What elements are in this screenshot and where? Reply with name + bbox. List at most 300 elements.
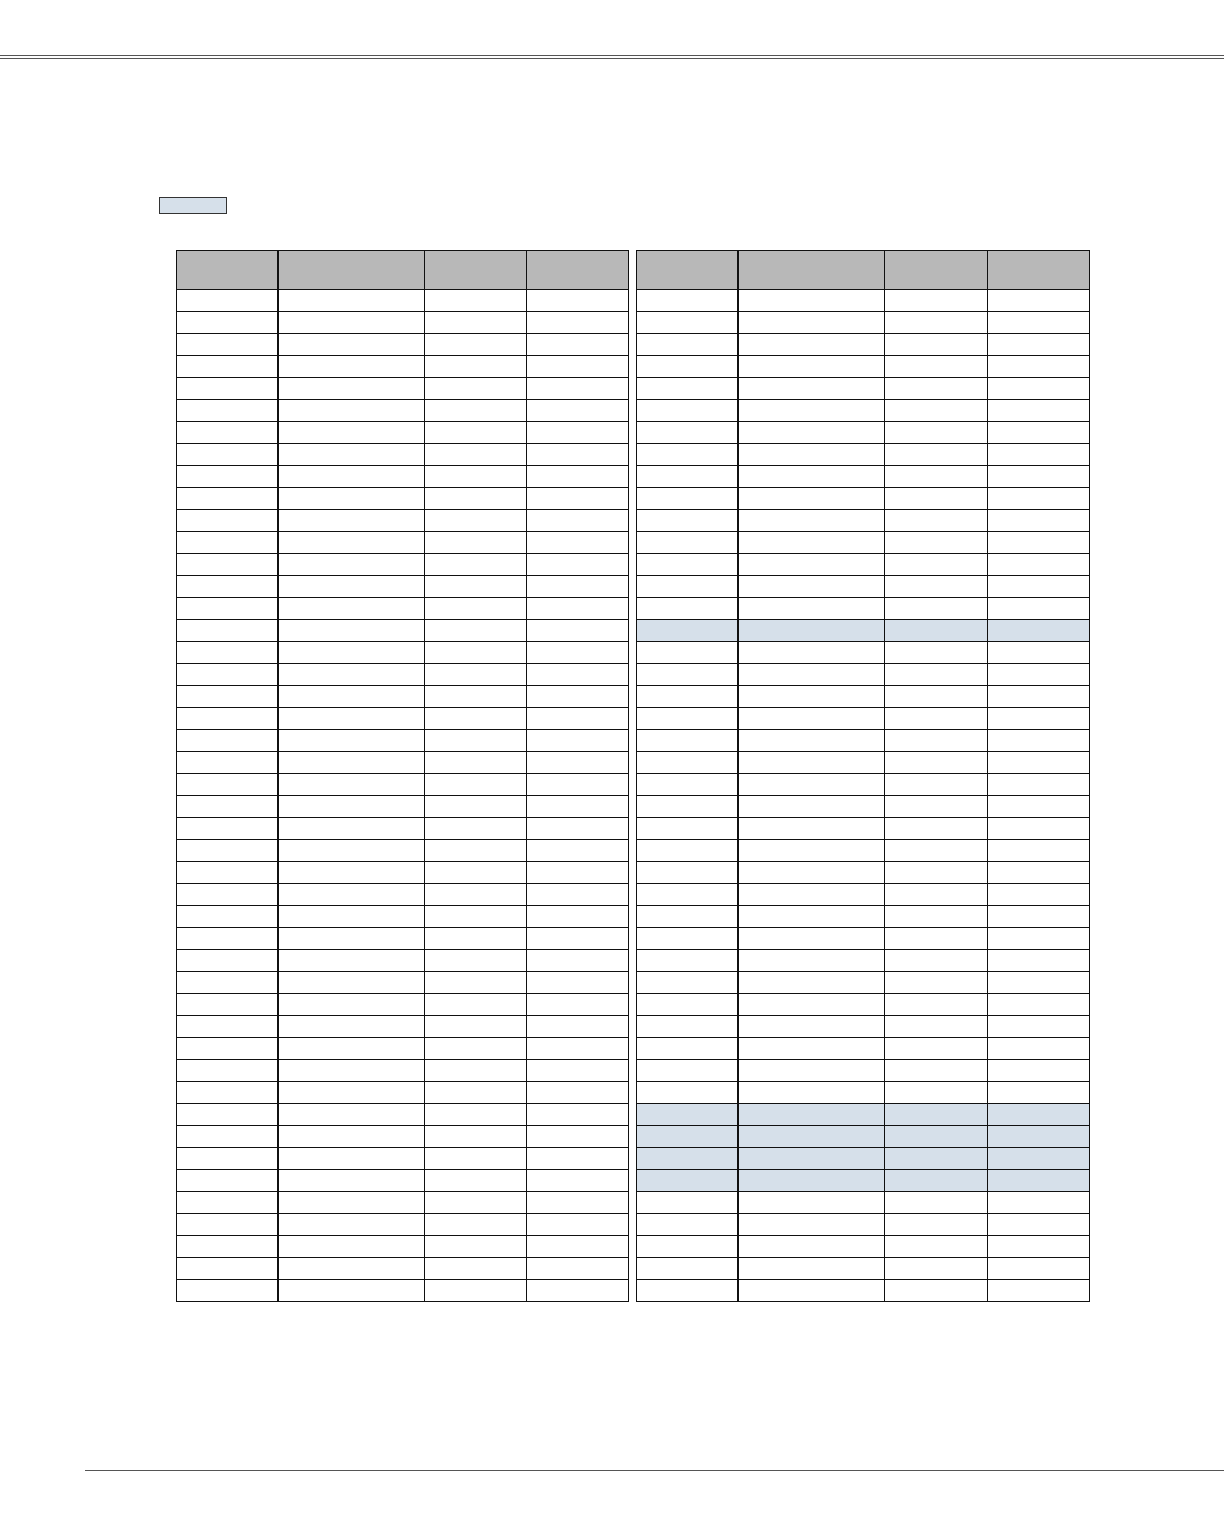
right-table-row bbox=[637, 994, 1090, 1016]
left-table-cell bbox=[278, 598, 425, 620]
right-table-cell bbox=[988, 862, 1090, 884]
right-table-cell bbox=[885, 906, 988, 928]
right-table-cell bbox=[885, 1236, 988, 1258]
left-table-cell bbox=[278, 554, 425, 576]
left-table-cell bbox=[527, 510, 629, 532]
left-table-cell bbox=[177, 1016, 278, 1038]
right-table-cell bbox=[738, 1104, 885, 1126]
left-table-cell bbox=[527, 576, 629, 598]
top-rule bbox=[0, 55, 1224, 56]
right-table-cell bbox=[738, 598, 885, 620]
left-table-row bbox=[177, 642, 629, 664]
right-table-cell bbox=[988, 1192, 1090, 1214]
left-table-row bbox=[177, 488, 629, 510]
left-table-row bbox=[177, 906, 629, 928]
left-table-cell bbox=[425, 906, 527, 928]
right-table-cell bbox=[885, 950, 988, 972]
right-table-cell bbox=[885, 378, 988, 400]
right-table-cell bbox=[637, 862, 738, 884]
left-table-cell bbox=[177, 950, 278, 972]
right-table-row bbox=[637, 1038, 1090, 1060]
left-table-cell bbox=[177, 884, 278, 906]
right-header-cell bbox=[637, 251, 738, 290]
legend-highlight-swatch bbox=[159, 197, 227, 214]
left-table-cell bbox=[278, 1170, 425, 1192]
right-table-cell bbox=[988, 818, 1090, 840]
left-table-cell bbox=[177, 334, 278, 356]
left-table-cell bbox=[177, 620, 278, 642]
right-table-cell bbox=[738, 1016, 885, 1038]
left-table-cell bbox=[527, 400, 629, 422]
right-table-cell bbox=[738, 466, 885, 488]
right-table-cell bbox=[637, 378, 738, 400]
right-table-row bbox=[637, 334, 1090, 356]
right-table-cell bbox=[637, 928, 738, 950]
left-table-cell bbox=[527, 290, 629, 312]
left-table-cell bbox=[278, 774, 425, 796]
left-table-cell bbox=[425, 400, 527, 422]
left-table-cell bbox=[527, 906, 629, 928]
left-table-cell bbox=[527, 950, 629, 972]
left-table-cell bbox=[527, 1038, 629, 1060]
left-header-cell bbox=[177, 251, 278, 290]
left-table-cell bbox=[527, 1126, 629, 1148]
left-table-cell bbox=[278, 840, 425, 862]
left-table-cell bbox=[177, 444, 278, 466]
left-table-cell bbox=[177, 1258, 278, 1280]
right-table-cell bbox=[885, 928, 988, 950]
left-table-cell bbox=[527, 730, 629, 752]
right-table-cell bbox=[988, 752, 1090, 774]
right-table-cell bbox=[738, 686, 885, 708]
right-table-cell bbox=[988, 664, 1090, 686]
left-table-cell bbox=[425, 488, 527, 510]
right-table-cell bbox=[885, 796, 988, 818]
left-table-cell bbox=[527, 796, 629, 818]
left-data-table bbox=[176, 250, 629, 1302]
right-table-cell bbox=[738, 510, 885, 532]
right-header-cell bbox=[738, 251, 885, 290]
right-table-cell bbox=[885, 356, 988, 378]
left-table-cell bbox=[425, 1104, 527, 1126]
left-table-row bbox=[177, 752, 629, 774]
right-table-cell bbox=[988, 1082, 1090, 1104]
left-table-cell bbox=[425, 1236, 527, 1258]
right-table-row bbox=[637, 884, 1090, 906]
right-table-cell bbox=[885, 554, 988, 576]
left-table-cell bbox=[177, 730, 278, 752]
left-table-cell bbox=[278, 422, 425, 444]
right-table-cell bbox=[637, 994, 738, 1016]
right-table-cell bbox=[885, 686, 988, 708]
right-table-cell bbox=[885, 620, 988, 642]
right-table-cell bbox=[885, 444, 988, 466]
right-table-cell bbox=[637, 466, 738, 488]
right-header-cell bbox=[885, 251, 988, 290]
left-table-cell bbox=[425, 532, 527, 554]
left-table-cell bbox=[278, 312, 425, 334]
right-table-cell bbox=[637, 532, 738, 554]
right-table-cell bbox=[885, 422, 988, 444]
right-table-cell bbox=[637, 664, 738, 686]
right-table-row bbox=[637, 972, 1090, 994]
right-table-cell bbox=[885, 840, 988, 862]
right-table-cell bbox=[738, 532, 885, 554]
left-table-row bbox=[177, 466, 629, 488]
right-table-cell bbox=[637, 1104, 738, 1126]
top-rule-secondary bbox=[0, 58, 1224, 59]
left-table-cell bbox=[177, 1104, 278, 1126]
left-table-cell bbox=[425, 950, 527, 972]
left-table-cell bbox=[425, 510, 527, 532]
left-table-row bbox=[177, 1126, 629, 1148]
left-table-row bbox=[177, 884, 629, 906]
left-table-cell bbox=[278, 884, 425, 906]
right-table-cell bbox=[637, 1236, 738, 1258]
left-table-row bbox=[177, 532, 629, 554]
left-table-row bbox=[177, 1280, 629, 1302]
right-table-cell bbox=[738, 1060, 885, 1082]
left-table-row bbox=[177, 290, 629, 312]
left-table-row bbox=[177, 1170, 629, 1192]
right-table-row bbox=[637, 796, 1090, 818]
right-table-header-row bbox=[637, 251, 1090, 290]
left-table-cell bbox=[527, 1016, 629, 1038]
right-table-cell bbox=[988, 466, 1090, 488]
right-table-cell bbox=[885, 752, 988, 774]
left-table-cell bbox=[177, 972, 278, 994]
right-table-cell bbox=[637, 554, 738, 576]
right-table-cell bbox=[885, 1170, 988, 1192]
right-table-cell bbox=[885, 972, 988, 994]
right-table-cell bbox=[637, 312, 738, 334]
right-table-cell bbox=[738, 664, 885, 686]
right-table-row bbox=[637, 422, 1090, 444]
right-table-cell bbox=[738, 818, 885, 840]
left-table-cell bbox=[527, 862, 629, 884]
left-table-cell bbox=[278, 620, 425, 642]
left-table-cell bbox=[177, 598, 278, 620]
left-table-cell bbox=[278, 950, 425, 972]
right-table-row bbox=[637, 356, 1090, 378]
right-table-cell bbox=[637, 290, 738, 312]
left-table-cell bbox=[177, 840, 278, 862]
left-table-cell bbox=[425, 730, 527, 752]
left-table-row bbox=[177, 862, 629, 884]
left-table-cell bbox=[425, 1038, 527, 1060]
right-table-cell bbox=[637, 752, 738, 774]
left-table-cell bbox=[527, 1258, 629, 1280]
right-table-cell bbox=[738, 576, 885, 598]
left-table-cell bbox=[425, 290, 527, 312]
left-table-cell bbox=[425, 862, 527, 884]
left-table-cell bbox=[278, 642, 425, 664]
right-table-cell bbox=[988, 972, 1090, 994]
left-table-row bbox=[177, 1192, 629, 1214]
left-header-cell bbox=[425, 251, 527, 290]
right-table-cell bbox=[885, 334, 988, 356]
right-table-row bbox=[637, 686, 1090, 708]
right-table-cell bbox=[885, 466, 988, 488]
right-table-cell bbox=[738, 1258, 885, 1280]
left-table-row bbox=[177, 664, 629, 686]
right-table-cell bbox=[885, 1082, 988, 1104]
right-table-cell bbox=[637, 576, 738, 598]
right-table-cell bbox=[738, 730, 885, 752]
right-table-cell bbox=[885, 1280, 988, 1302]
right-table-row bbox=[637, 950, 1090, 972]
right-table-cell bbox=[637, 796, 738, 818]
right-table-cell bbox=[637, 598, 738, 620]
right-table-cell bbox=[885, 1104, 988, 1126]
right-table-cell bbox=[885, 708, 988, 730]
right-table-cell bbox=[637, 1126, 738, 1148]
left-table-cell bbox=[425, 1192, 527, 1214]
right-table-row bbox=[637, 818, 1090, 840]
right-table-cell bbox=[637, 510, 738, 532]
right-table-row bbox=[637, 1170, 1090, 1192]
left-table-row bbox=[177, 950, 629, 972]
right-table-cell bbox=[738, 1236, 885, 1258]
right-table-row bbox=[637, 400, 1090, 422]
right-table-cell bbox=[637, 620, 738, 642]
left-table-cell bbox=[177, 488, 278, 510]
right-table-row bbox=[637, 510, 1090, 532]
right-table-cell bbox=[885, 664, 988, 686]
left-table-row bbox=[177, 730, 629, 752]
left-table-row bbox=[177, 620, 629, 642]
left-table-cell bbox=[527, 818, 629, 840]
left-table-cell bbox=[527, 334, 629, 356]
left-table-cell bbox=[278, 928, 425, 950]
left-table-cell bbox=[177, 532, 278, 554]
right-table-cell bbox=[988, 1104, 1090, 1126]
left-table-cell bbox=[425, 972, 527, 994]
right-table-cell bbox=[885, 312, 988, 334]
left-table-cell bbox=[177, 664, 278, 686]
right-table-cell bbox=[988, 510, 1090, 532]
left-table-cell bbox=[278, 796, 425, 818]
right-table-cell bbox=[738, 554, 885, 576]
right-table-cell bbox=[885, 994, 988, 1016]
right-table-cell bbox=[738, 488, 885, 510]
left-table-cell bbox=[177, 312, 278, 334]
left-table-cell bbox=[527, 1192, 629, 1214]
right-table-cell bbox=[637, 642, 738, 664]
left-table-cell bbox=[177, 554, 278, 576]
right-table-row bbox=[637, 1192, 1090, 1214]
left-table-row bbox=[177, 1236, 629, 1258]
left-table-row bbox=[177, 554, 629, 576]
left-table-body bbox=[177, 290, 629, 1302]
left-table-cell bbox=[278, 1060, 425, 1082]
right-table-cell bbox=[738, 620, 885, 642]
left-table-cell bbox=[177, 862, 278, 884]
left-table-cell bbox=[527, 686, 629, 708]
right-table-row bbox=[637, 928, 1090, 950]
left-table-cell bbox=[177, 290, 278, 312]
right-table-cell bbox=[637, 1082, 738, 1104]
right-table-cell bbox=[637, 334, 738, 356]
right-table-cell bbox=[738, 1126, 885, 1148]
right-table-row bbox=[637, 312, 1090, 334]
left-table-row bbox=[177, 774, 629, 796]
right-table-cell bbox=[988, 1060, 1090, 1082]
left-table-cell bbox=[425, 1170, 527, 1192]
left-table-row bbox=[177, 1060, 629, 1082]
left-table-cell bbox=[425, 752, 527, 774]
left-table-cell bbox=[527, 1236, 629, 1258]
right-table-cell bbox=[738, 906, 885, 928]
left-table-cell bbox=[177, 1280, 278, 1302]
left-table-cell bbox=[278, 334, 425, 356]
right-table-cell bbox=[885, 598, 988, 620]
left-table-cell bbox=[527, 312, 629, 334]
right-table-row bbox=[637, 1060, 1090, 1082]
left-table-cell bbox=[425, 1148, 527, 1170]
right-table-cell bbox=[738, 642, 885, 664]
left-table-header-row bbox=[177, 251, 629, 290]
left-table-cell bbox=[527, 488, 629, 510]
right-table-cell bbox=[738, 774, 885, 796]
right-table-cell bbox=[885, 884, 988, 906]
left-table-cell bbox=[527, 664, 629, 686]
left-table-cell bbox=[425, 928, 527, 950]
right-table-cell bbox=[988, 400, 1090, 422]
left-table-cell bbox=[278, 752, 425, 774]
right-table-row bbox=[637, 1236, 1090, 1258]
left-table-cell bbox=[177, 576, 278, 598]
left-table-cell bbox=[278, 356, 425, 378]
left-table-cell bbox=[278, 378, 425, 400]
left-table-cell bbox=[425, 1126, 527, 1148]
left-table-cell bbox=[527, 1060, 629, 1082]
left-table-row bbox=[177, 510, 629, 532]
left-table-cell bbox=[278, 400, 425, 422]
left-table-row bbox=[177, 994, 629, 1016]
left-table-cell bbox=[278, 1148, 425, 1170]
left-table-row bbox=[177, 356, 629, 378]
left-table-cell bbox=[425, 664, 527, 686]
right-table-cell bbox=[738, 1280, 885, 1302]
right-table-row bbox=[637, 290, 1090, 312]
left-table-row bbox=[177, 598, 629, 620]
right-table-row bbox=[637, 1280, 1090, 1302]
right-table-cell bbox=[988, 334, 1090, 356]
left-table-cell bbox=[278, 1192, 425, 1214]
right-table-cell bbox=[738, 928, 885, 950]
right-table-cell bbox=[988, 1258, 1090, 1280]
left-table-cell bbox=[177, 510, 278, 532]
left-table-cell bbox=[177, 400, 278, 422]
right-table-cell bbox=[885, 1214, 988, 1236]
right-table-cell bbox=[988, 356, 1090, 378]
left-table-cell bbox=[527, 554, 629, 576]
right-table-cell bbox=[637, 1170, 738, 1192]
right-table-cell bbox=[738, 1170, 885, 1192]
bottom-rule bbox=[85, 1470, 1224, 1471]
left-table-cell bbox=[527, 444, 629, 466]
right-table-row bbox=[637, 840, 1090, 862]
right-table-cell bbox=[988, 532, 1090, 554]
right-table-cell bbox=[885, 1126, 988, 1148]
left-table-row bbox=[177, 818, 629, 840]
left-table-row bbox=[177, 1104, 629, 1126]
left-table-cell bbox=[278, 862, 425, 884]
right-table-cell bbox=[885, 1060, 988, 1082]
left-table-row bbox=[177, 1148, 629, 1170]
right-table-row bbox=[637, 378, 1090, 400]
left-table-cell bbox=[177, 1214, 278, 1236]
left-table-cell bbox=[425, 840, 527, 862]
left-table-cell bbox=[425, 774, 527, 796]
right-table-cell bbox=[738, 1082, 885, 1104]
right-table-cell bbox=[988, 598, 1090, 620]
left-table-row bbox=[177, 1214, 629, 1236]
right-table-row bbox=[637, 906, 1090, 928]
right-table-cell bbox=[885, 532, 988, 554]
left-table-cell bbox=[425, 994, 527, 1016]
left-table-cell bbox=[527, 1148, 629, 1170]
right-table-cell bbox=[738, 312, 885, 334]
right-table-row bbox=[637, 752, 1090, 774]
right-table-cell bbox=[885, 642, 988, 664]
right-table-cell bbox=[988, 378, 1090, 400]
right-table-cell bbox=[738, 840, 885, 862]
right-table-cell bbox=[988, 1280, 1090, 1302]
left-table-cell bbox=[177, 1060, 278, 1082]
left-table-cell bbox=[527, 356, 629, 378]
left-table-row bbox=[177, 796, 629, 818]
right-table-cell bbox=[885, 488, 988, 510]
right-table-cell bbox=[738, 356, 885, 378]
left-table-cell bbox=[425, 554, 527, 576]
right-table-cell bbox=[988, 554, 1090, 576]
right-table-cell bbox=[738, 972, 885, 994]
left-table-cell bbox=[425, 1082, 527, 1104]
right-table-cell bbox=[988, 708, 1090, 730]
right-table-row bbox=[637, 444, 1090, 466]
left-table-cell bbox=[527, 642, 629, 664]
right-table-row bbox=[637, 1148, 1090, 1170]
left-table-cell bbox=[425, 334, 527, 356]
left-table-cell bbox=[425, 422, 527, 444]
left-table-cell bbox=[278, 906, 425, 928]
right-table-cell bbox=[637, 400, 738, 422]
left-table-cell bbox=[425, 1258, 527, 1280]
right-table-cell bbox=[988, 620, 1090, 642]
left-table-cell bbox=[278, 994, 425, 1016]
left-table-cell bbox=[278, 664, 425, 686]
left-table-cell bbox=[177, 686, 278, 708]
right-table-row bbox=[637, 708, 1090, 730]
left-table-row bbox=[177, 1258, 629, 1280]
left-table-cell bbox=[425, 444, 527, 466]
left-table-cell bbox=[278, 1236, 425, 1258]
left-table-cell bbox=[527, 994, 629, 1016]
right-table-cell bbox=[738, 862, 885, 884]
left-table-row bbox=[177, 400, 629, 422]
right-table-cell bbox=[988, 796, 1090, 818]
right-table-row bbox=[637, 1082, 1090, 1104]
right-table-cell bbox=[988, 444, 1090, 466]
right-table-row bbox=[637, 598, 1090, 620]
right-table-row bbox=[637, 1126, 1090, 1148]
right-table-cell bbox=[988, 422, 1090, 444]
left-table-row bbox=[177, 928, 629, 950]
right-table-cell bbox=[988, 642, 1090, 664]
left-table-cell bbox=[177, 928, 278, 950]
